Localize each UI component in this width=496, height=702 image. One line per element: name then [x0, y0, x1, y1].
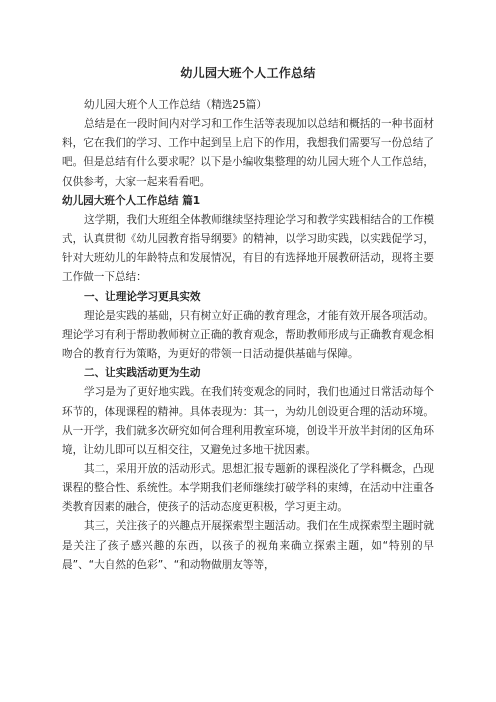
paragraph: 学习是为了更好地实践。在我们转变观念的同时，我们也通过日常活动每个环节的，体现课程的精神。具体表现为：其一，为幼儿创设更合理的活动环境。从一开学，我们就多次研究如何合理利用教室环境，创设半开放半封闭的区角环境，让幼儿即可以互相交往，又避免过多地干扰因素。 [62, 386, 434, 456]
subsection-heading: 二、让实践活动更为生动 [84, 367, 201, 380]
paragraph: 其三，关注孩子的兴趣点开展探索型主题活动。我们在生成探索型主题时就是关注了孩子感兴趣的东西，以孩子的视角来确立探索主题，如“特别的早晨”、“大自然的色彩”、“和动物做朋友等等， [62, 520, 434, 571]
paragraph: 这学期，我们大班组全体教师继续坚持理论学习和教学实践相结合的工作模式，认真贯彻《幼儿园教育指导纲要》的精神，以学习助实践，以实践促学习，针对大班幼儿的年龄特点和发展情况，有目的有选择地开展教研活动，现将主要工作做一下总结： [62, 213, 434, 284]
paragraph: 幼儿园大班个人工作总结（精选25篇） [84, 99, 267, 111]
paragraph: 其二，采用开放的活动形式。思想汇报专题新的课程淡化了学科概念，凸现课程的整合性、系统性。本学期我们老师继续打破学科的束缚，在活动中注重各类教育因素的融合，使孩子的活动态度更积极，学习更主动。 [62, 462, 434, 514]
document-body [62, 96, 434, 575]
section-heading: 幼儿园大班个人工作总结 篇1 [62, 194, 201, 207]
paragraph: 总结是在一段时间内对学习和工作生活等表现加以总结和概括的一种书面材料，它在我们的学习、工作中起到呈上启下的作用，我想我们需要写一份总结了吧。但是总结有什么要求呢？以下是小编收集整理的幼儿园大班个人工作总结，仅供参考，大家一起来看看吧。 [62, 118, 434, 188]
subsection-heading: 一、让理论学习更具实效 [84, 290, 201, 303]
page-title: 幼儿园大班个人工作总结 [180, 66, 316, 80]
paragraph: 理论是实践的基础，只有树立好正确的教育理念，才能有效开展各项活动。理论学习有利于帮助教师树立正确的教育观念，帮助教师形成与正确教育观念相吻合的教育行为策略，为更好的带领一日活动提供基础与保障。 [62, 309, 434, 361]
